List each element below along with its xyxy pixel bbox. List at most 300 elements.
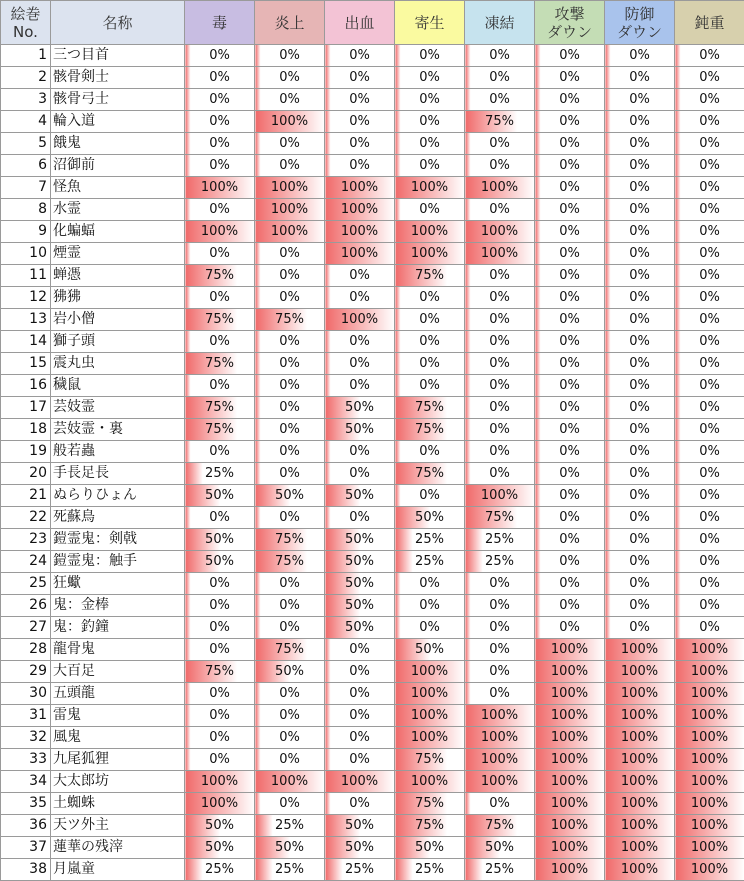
cell-attack-down[interactable]: 0%: [535, 485, 605, 507]
cell-burn[interactable]: 0%: [255, 155, 325, 177]
cell-bleed[interactable]: 0%: [325, 375, 395, 397]
cell-attack-down[interactable]: 0%: [535, 221, 605, 243]
cell-bleed[interactable]: 25%: [325, 859, 395, 881]
cell-freeze[interactable]: 25%: [465, 529, 535, 551]
cell-number[interactable]: 16: [1, 375, 51, 397]
cell-poison[interactable]: 0%: [185, 573, 255, 595]
cell-slow[interactable]: 0%: [675, 331, 744, 353]
cell-name[interactable]: 芸妓霊・裏: [51, 419, 185, 441]
cell-attack-down[interactable]: 100%: [535, 683, 605, 705]
cell-attack-down[interactable]: 100%: [535, 639, 605, 661]
cell-defense-down[interactable]: 0%: [605, 133, 675, 155]
cell-poison[interactable]: 0%: [185, 287, 255, 309]
cell-defense-down[interactable]: 0%: [605, 485, 675, 507]
cell-name[interactable]: 雷鬼: [51, 705, 185, 727]
cell-poison[interactable]: 0%: [185, 199, 255, 221]
cell-number[interactable]: 21: [1, 485, 51, 507]
header-name[interactable]: [51, 1, 185, 45]
cell-freeze[interactable]: 0%: [465, 683, 535, 705]
cell-defense-down[interactable]: 100%: [605, 837, 675, 859]
cell-poison[interactable]: 25%: [185, 859, 255, 881]
cell-number[interactable]: 8: [1, 199, 51, 221]
cell-number[interactable]: 5: [1, 133, 51, 155]
cell-bleed[interactable]: 0%: [325, 507, 395, 529]
cell-burn[interactable]: 75%: [255, 529, 325, 551]
cell-name[interactable]: 大太郎坊: [51, 771, 185, 793]
cell-bleed[interactable]: 50%: [325, 617, 395, 639]
cell-poison[interactable]: 0%: [185, 375, 255, 397]
cell-bleed[interactable]: 0%: [325, 463, 395, 485]
cell-defense-down[interactable]: 0%: [605, 463, 675, 485]
cell-slow[interactable]: 0%: [675, 265, 744, 287]
cell-parasite[interactable]: 0%: [395, 375, 465, 397]
cell-attack-down[interactable]: 0%: [535, 45, 605, 67]
cell-name[interactable]: ぬらりひょん: [51, 485, 185, 507]
cell-attack-down[interactable]: 0%: [535, 243, 605, 265]
cell-burn[interactable]: 100%: [255, 111, 325, 133]
cell-name[interactable]: 輪入道: [51, 111, 185, 133]
cell-freeze[interactable]: 0%: [465, 265, 535, 287]
cell-poison[interactable]: 50%: [185, 529, 255, 551]
cell-poison[interactable]: 0%: [185, 727, 255, 749]
cell-attack-down[interactable]: 0%: [535, 397, 605, 419]
cell-slow[interactable]: 100%: [675, 837, 744, 859]
cell-attack-down[interactable]: 0%: [535, 375, 605, 397]
cell-bleed[interactable]: 100%: [325, 199, 395, 221]
cell-bleed[interactable]: 0%: [325, 265, 395, 287]
cell-burn[interactable]: 75%: [255, 309, 325, 331]
cell-slow[interactable]: 0%: [675, 595, 744, 617]
cell-bleed[interactable]: 0%: [325, 111, 395, 133]
cell-slow[interactable]: 100%: [675, 771, 744, 793]
cell-burn[interactable]: 100%: [255, 221, 325, 243]
cell-freeze[interactable]: 25%: [465, 859, 535, 881]
cell-attack-down[interactable]: 0%: [535, 111, 605, 133]
cell-attack-down[interactable]: 0%: [535, 573, 605, 595]
cell-number[interactable]: 4: [1, 111, 51, 133]
cell-poison[interactable]: 100%: [185, 177, 255, 199]
cell-name[interactable]: 水霊: [51, 199, 185, 221]
cell-number[interactable]: 17: [1, 397, 51, 419]
header-defense-down[interactable]: [605, 1, 675, 45]
cell-freeze[interactable]: 0%: [465, 375, 535, 397]
cell-number[interactable]: 22: [1, 507, 51, 529]
cell-name[interactable]: 怪魚: [51, 177, 185, 199]
cell-bleed[interactable]: 0%: [325, 705, 395, 727]
cell-name[interactable]: 三つ目首: [51, 45, 185, 67]
cell-burn[interactable]: 50%: [255, 661, 325, 683]
cell-burn[interactable]: 0%: [255, 441, 325, 463]
cell-number[interactable]: 6: [1, 155, 51, 177]
cell-burn[interactable]: 0%: [255, 67, 325, 89]
cell-name[interactable]: 狂蠍: [51, 573, 185, 595]
cell-name[interactable]: 化蝙蝠: [51, 221, 185, 243]
cell-burn[interactable]: 0%: [255, 793, 325, 815]
cell-bleed[interactable]: 0%: [325, 749, 395, 771]
cell-bleed[interactable]: 0%: [325, 441, 395, 463]
cell-name[interactable]: 鬼：釣鐘: [51, 617, 185, 639]
header-bleed[interactable]: [325, 1, 395, 45]
cell-attack-down[interactable]: 0%: [535, 309, 605, 331]
cell-attack-down[interactable]: 100%: [535, 815, 605, 837]
cell-attack-down[interactable]: 100%: [535, 705, 605, 727]
cell-name[interactable]: 風鬼: [51, 727, 185, 749]
cell-slow[interactable]: 0%: [675, 397, 744, 419]
cell-poison[interactable]: 0%: [185, 133, 255, 155]
header-burn[interactable]: [255, 1, 325, 45]
cell-slow[interactable]: 100%: [675, 749, 744, 771]
cell-defense-down[interactable]: 0%: [605, 265, 675, 287]
cell-burn[interactable]: 75%: [255, 639, 325, 661]
cell-slow[interactable]: 0%: [675, 111, 744, 133]
cell-bleed[interactable]: 50%: [325, 595, 395, 617]
cell-number[interactable]: 14: [1, 331, 51, 353]
cell-parasite[interactable]: 75%: [395, 749, 465, 771]
cell-poison[interactable]: 75%: [185, 419, 255, 441]
cell-burn[interactable]: 0%: [255, 287, 325, 309]
cell-bleed[interactable]: 0%: [325, 639, 395, 661]
cell-burn[interactable]: 0%: [255, 45, 325, 67]
cell-poison[interactable]: 75%: [185, 353, 255, 375]
cell-slow[interactable]: 0%: [675, 441, 744, 463]
cell-burn[interactable]: 0%: [255, 397, 325, 419]
cell-parasite[interactable]: 0%: [395, 595, 465, 617]
cell-defense-down[interactable]: 100%: [605, 749, 675, 771]
cell-defense-down[interactable]: 100%: [605, 683, 675, 705]
cell-freeze[interactable]: 0%: [465, 595, 535, 617]
cell-attack-down[interactable]: 0%: [535, 265, 605, 287]
cell-parasite[interactable]: 100%: [395, 221, 465, 243]
cell-attack-down[interactable]: 0%: [535, 419, 605, 441]
cell-attack-down[interactable]: 0%: [535, 353, 605, 375]
cell-poison[interactable]: 50%: [185, 815, 255, 837]
cell-poison[interactable]: 0%: [185, 155, 255, 177]
cell-freeze[interactable]: 75%: [465, 815, 535, 837]
cell-defense-down[interactable]: 0%: [605, 441, 675, 463]
cell-poison[interactable]: 0%: [185, 441, 255, 463]
cell-attack-down[interactable]: 100%: [535, 837, 605, 859]
cell-defense-down[interactable]: 0%: [605, 177, 675, 199]
cell-parasite[interactable]: 25%: [395, 529, 465, 551]
cell-attack-down[interactable]: 100%: [535, 771, 605, 793]
cell-slow[interactable]: 0%: [675, 89, 744, 111]
cell-bleed[interactable]: 50%: [325, 419, 395, 441]
cell-burn[interactable]: 100%: [255, 199, 325, 221]
cell-number[interactable]: 29: [1, 661, 51, 683]
cell-burn[interactable]: 0%: [255, 463, 325, 485]
cell-burn[interactable]: 0%: [255, 331, 325, 353]
cell-burn[interactable]: 0%: [255, 727, 325, 749]
cell-parasite[interactable]: 0%: [395, 309, 465, 331]
cell-attack-down[interactable]: 0%: [535, 177, 605, 199]
cell-poison[interactable]: 0%: [185, 639, 255, 661]
cell-slow[interactable]: 100%: [675, 705, 744, 727]
cell-defense-down[interactable]: 100%: [605, 705, 675, 727]
cell-defense-down[interactable]: 0%: [605, 199, 675, 221]
cell-poison[interactable]: 50%: [185, 837, 255, 859]
cell-parasite[interactable]: 0%: [395, 155, 465, 177]
cell-slow[interactable]: 0%: [675, 155, 744, 177]
cell-parasite[interactable]: 75%: [395, 815, 465, 837]
cell-burn[interactable]: 0%: [255, 353, 325, 375]
cell-attack-down[interactable]: 0%: [535, 155, 605, 177]
cell-attack-down[interactable]: 0%: [535, 67, 605, 89]
cell-burn[interactable]: 0%: [255, 89, 325, 111]
cell-burn[interactable]: 75%: [255, 551, 325, 573]
cell-name[interactable]: 沼御前: [51, 155, 185, 177]
cell-bleed[interactable]: 50%: [325, 529, 395, 551]
cell-parasite[interactable]: 75%: [395, 793, 465, 815]
cell-poison[interactable]: 100%: [185, 771, 255, 793]
cell-name[interactable]: 芸妓霊: [51, 397, 185, 419]
cell-burn[interactable]: 0%: [255, 595, 325, 617]
cell-parasite[interactable]: 50%: [395, 837, 465, 859]
cell-number[interactable]: 15: [1, 353, 51, 375]
cell-freeze[interactable]: 75%: [465, 507, 535, 529]
cell-parasite[interactable]: 100%: [395, 177, 465, 199]
cell-attack-down[interactable]: 100%: [535, 727, 605, 749]
cell-burn[interactable]: 0%: [255, 617, 325, 639]
cell-freeze[interactable]: 100%: [465, 221, 535, 243]
cell-attack-down[interactable]: 100%: [535, 859, 605, 881]
cell-slow[interactable]: 0%: [675, 133, 744, 155]
cell-defense-down[interactable]: 0%: [605, 331, 675, 353]
cell-bleed[interactable]: 100%: [325, 221, 395, 243]
cell-parasite[interactable]: 75%: [395, 397, 465, 419]
cell-parasite[interactable]: 0%: [395, 353, 465, 375]
cell-defense-down[interactable]: 0%: [605, 287, 675, 309]
cell-parasite[interactable]: 100%: [395, 683, 465, 705]
cell-number[interactable]: 2: [1, 67, 51, 89]
cell-name[interactable]: 月嵐童: [51, 859, 185, 881]
cell-slow[interactable]: 0%: [675, 485, 744, 507]
cell-name[interactable]: 餓鬼: [51, 133, 185, 155]
cell-defense-down[interactable]: 0%: [605, 573, 675, 595]
cell-slow[interactable]: 100%: [675, 661, 744, 683]
cell-attack-down[interactable]: 0%: [535, 463, 605, 485]
cell-number[interactable]: 36: [1, 815, 51, 837]
header-number[interactable]: [1, 1, 51, 45]
cell-freeze[interactable]: 0%: [465, 155, 535, 177]
cell-attack-down[interactable]: 0%: [535, 331, 605, 353]
cell-name[interactable]: 大百足: [51, 661, 185, 683]
cell-burn[interactable]: 25%: [255, 815, 325, 837]
cell-burn[interactable]: 0%: [255, 507, 325, 529]
cell-burn[interactable]: 25%: [255, 859, 325, 881]
cell-slow[interactable]: 0%: [675, 287, 744, 309]
cell-bleed[interactable]: 50%: [325, 815, 395, 837]
cell-bleed[interactable]: 100%: [325, 177, 395, 199]
cell-freeze[interactable]: 100%: [465, 485, 535, 507]
cell-number[interactable]: 24: [1, 551, 51, 573]
cell-number[interactable]: 33: [1, 749, 51, 771]
cell-poison[interactable]: 50%: [185, 485, 255, 507]
cell-attack-down[interactable]: 0%: [535, 529, 605, 551]
cell-number[interactable]: 31: [1, 705, 51, 727]
cell-slow[interactable]: 100%: [675, 639, 744, 661]
cell-bleed[interactable]: 0%: [325, 727, 395, 749]
cell-parasite[interactable]: 75%: [395, 265, 465, 287]
cell-slow[interactable]: 0%: [675, 617, 744, 639]
cell-name[interactable]: 般若蟲: [51, 441, 185, 463]
cell-parasite[interactable]: 0%: [395, 199, 465, 221]
cell-freeze[interactable]: 0%: [465, 133, 535, 155]
cell-freeze[interactable]: 0%: [465, 463, 535, 485]
header-parasite[interactable]: [395, 1, 465, 45]
cell-name[interactable]: 獅子頭: [51, 331, 185, 353]
cell-freeze[interactable]: 25%: [465, 551, 535, 573]
cell-slow[interactable]: 0%: [675, 375, 744, 397]
cell-freeze[interactable]: 0%: [465, 353, 535, 375]
cell-poison[interactable]: 75%: [185, 309, 255, 331]
cell-bleed[interactable]: 0%: [325, 793, 395, 815]
cell-bleed[interactable]: 50%: [325, 573, 395, 595]
cell-poison[interactable]: 50%: [185, 551, 255, 573]
cell-defense-down[interactable]: 0%: [605, 221, 675, 243]
cell-name[interactable]: 蝉憑: [51, 265, 185, 287]
cell-defense-down[interactable]: 0%: [605, 111, 675, 133]
cell-bleed[interactable]: 50%: [325, 397, 395, 419]
cell-number[interactable]: 25: [1, 573, 51, 595]
cell-poison[interactable]: 75%: [185, 265, 255, 287]
cell-slow[interactable]: 0%: [675, 419, 744, 441]
cell-number[interactable]: 32: [1, 727, 51, 749]
cell-slow[interactable]: 0%: [675, 463, 744, 485]
cell-burn[interactable]: 100%: [255, 771, 325, 793]
cell-burn[interactable]: 0%: [255, 243, 325, 265]
cell-freeze[interactable]: 100%: [465, 705, 535, 727]
cell-poison[interactable]: 0%: [185, 45, 255, 67]
cell-poison[interactable]: 0%: [185, 507, 255, 529]
cell-parasite[interactable]: 50%: [395, 639, 465, 661]
cell-name[interactable]: 煙霊: [51, 243, 185, 265]
cell-number[interactable]: 35: [1, 793, 51, 815]
cell-burn[interactable]: 0%: [255, 573, 325, 595]
cell-poison[interactable]: 0%: [185, 595, 255, 617]
cell-slow[interactable]: 100%: [675, 859, 744, 881]
cell-freeze[interactable]: 0%: [465, 573, 535, 595]
cell-attack-down[interactable]: 100%: [535, 661, 605, 683]
cell-burn[interactable]: 0%: [255, 265, 325, 287]
cell-defense-down[interactable]: 0%: [605, 375, 675, 397]
cell-attack-down[interactable]: 0%: [535, 507, 605, 529]
cell-bleed[interactable]: 50%: [325, 485, 395, 507]
cell-number[interactable]: 20: [1, 463, 51, 485]
cell-defense-down[interactable]: 100%: [605, 661, 675, 683]
cell-attack-down[interactable]: 100%: [535, 793, 605, 815]
cell-poison[interactable]: 0%: [185, 67, 255, 89]
cell-bleed[interactable]: 50%: [325, 837, 395, 859]
cell-number[interactable]: 38: [1, 859, 51, 881]
cell-burn[interactable]: 0%: [255, 749, 325, 771]
cell-defense-down[interactable]: 0%: [605, 617, 675, 639]
cell-name[interactable]: 龍骨鬼: [51, 639, 185, 661]
cell-burn[interactable]: 0%: [255, 375, 325, 397]
cell-poison[interactable]: 0%: [185, 111, 255, 133]
cell-number[interactable]: 18: [1, 419, 51, 441]
cell-attack-down[interactable]: 0%: [535, 441, 605, 463]
cell-parasite[interactable]: 0%: [395, 111, 465, 133]
cell-attack-down[interactable]: 0%: [535, 199, 605, 221]
cell-freeze[interactable]: 100%: [465, 727, 535, 749]
cell-slow[interactable]: 100%: [675, 793, 744, 815]
cell-name[interactable]: 岩小僧: [51, 309, 185, 331]
cell-parasite[interactable]: 0%: [395, 331, 465, 353]
cell-defense-down[interactable]: 0%: [605, 529, 675, 551]
cell-parasite[interactable]: 0%: [395, 441, 465, 463]
cell-defense-down[interactable]: 0%: [605, 155, 675, 177]
cell-name[interactable]: 鎧霊鬼：触手: [51, 551, 185, 573]
cell-defense-down[interactable]: 0%: [605, 67, 675, 89]
cell-number[interactable]: 19: [1, 441, 51, 463]
cell-freeze[interactable]: 0%: [465, 309, 535, 331]
cell-slow[interactable]: 0%: [675, 507, 744, 529]
cell-parasite[interactable]: 25%: [395, 859, 465, 881]
cell-attack-down[interactable]: 0%: [535, 133, 605, 155]
cell-attack-down[interactable]: 0%: [535, 551, 605, 573]
cell-defense-down[interactable]: 0%: [605, 243, 675, 265]
cell-name[interactable]: 骸骨剣士: [51, 67, 185, 89]
cell-freeze[interactable]: 0%: [465, 419, 535, 441]
cell-number[interactable]: 27: [1, 617, 51, 639]
cell-name[interactable]: 九尾狐狸: [51, 749, 185, 771]
header-freeze[interactable]: [465, 1, 535, 45]
cell-parasite[interactable]: 75%: [395, 463, 465, 485]
cell-name[interactable]: 穢鼠: [51, 375, 185, 397]
cell-attack-down[interactable]: 100%: [535, 749, 605, 771]
header-attack-down[interactable]: [535, 1, 605, 45]
cell-freeze[interactable]: 0%: [465, 397, 535, 419]
cell-defense-down[interactable]: 0%: [605, 89, 675, 111]
cell-freeze[interactable]: 100%: [465, 243, 535, 265]
cell-name[interactable]: 五頭龍: [51, 683, 185, 705]
cell-poison[interactable]: 0%: [185, 683, 255, 705]
cell-defense-down[interactable]: 0%: [605, 397, 675, 419]
cell-name[interactable]: 骸骨弓士: [51, 89, 185, 111]
cell-slow[interactable]: 100%: [675, 683, 744, 705]
cell-parasite[interactable]: 0%: [395, 45, 465, 67]
cell-slow[interactable]: 0%: [675, 199, 744, 221]
cell-poison[interactable]: 75%: [185, 661, 255, 683]
cell-number[interactable]: 34: [1, 771, 51, 793]
cell-number[interactable]: 23: [1, 529, 51, 551]
cell-burn[interactable]: 0%: [255, 419, 325, 441]
cell-defense-down[interactable]: 100%: [605, 815, 675, 837]
cell-bleed[interactable]: 0%: [325, 353, 395, 375]
cell-slow[interactable]: 0%: [675, 309, 744, 331]
cell-number[interactable]: 7: [1, 177, 51, 199]
cell-parasite[interactable]: 0%: [395, 485, 465, 507]
cell-name[interactable]: 蓮華の残滓: [51, 837, 185, 859]
cell-freeze[interactable]: 50%: [465, 837, 535, 859]
cell-bleed[interactable]: 0%: [325, 683, 395, 705]
cell-freeze[interactable]: 100%: [465, 177, 535, 199]
cell-name[interactable]: 鎧霊鬼：剣戟: [51, 529, 185, 551]
cell-freeze[interactable]: 75%: [465, 111, 535, 133]
cell-poison[interactable]: 25%: [185, 463, 255, 485]
cell-poison[interactable]: 0%: [185, 89, 255, 111]
cell-defense-down[interactable]: 0%: [605, 353, 675, 375]
cell-freeze[interactable]: 0%: [465, 67, 535, 89]
cell-slow[interactable]: 100%: [675, 815, 744, 837]
cell-parasite[interactable]: 50%: [395, 507, 465, 529]
cell-bleed[interactable]: 100%: [325, 309, 395, 331]
cell-bleed[interactable]: 100%: [325, 771, 395, 793]
cell-slow[interactable]: 0%: [675, 177, 744, 199]
cell-parasite[interactable]: 0%: [395, 573, 465, 595]
cell-number[interactable]: 1: [1, 45, 51, 67]
cell-bleed[interactable]: 50%: [325, 551, 395, 573]
